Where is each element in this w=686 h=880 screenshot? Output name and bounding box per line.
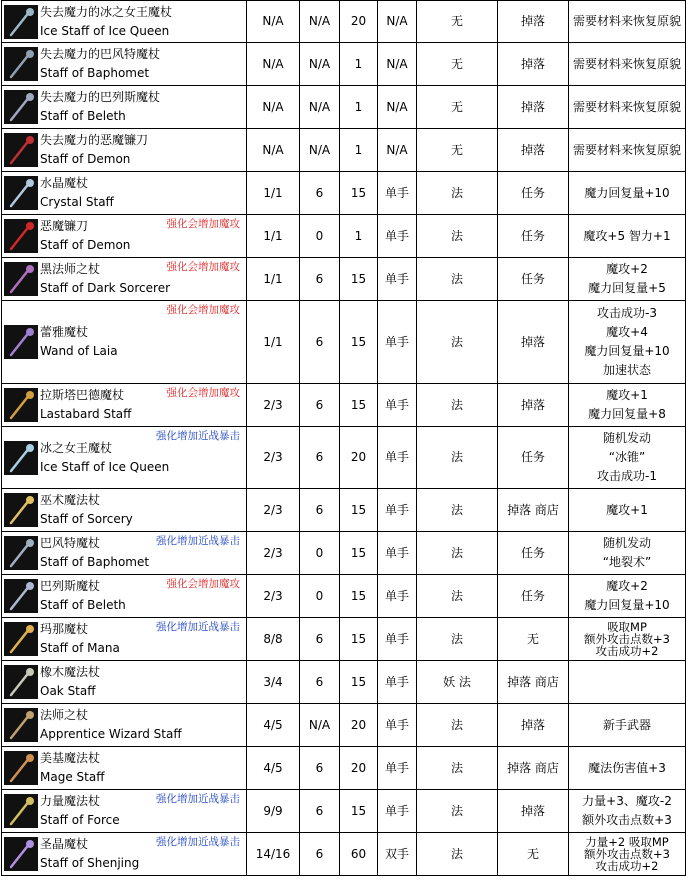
weapon-name-cell — [2, 575, 247, 618]
weapon-name-cn: 巴列斯魔杖 — [40, 579, 101, 593]
weapon-name-cn: 黑法师之杖 — [40, 262, 101, 276]
weapon-name-cn: 法师之杖 — [40, 708, 89, 722]
effect-line: 魔法伤害值+3 — [588, 760, 666, 775]
weapon-name-cell — [2, 172, 247, 215]
baphomet-staff-icon — [4, 47, 38, 81]
table-row — [2, 747, 686, 790]
hands-cell: 单手 — [378, 489, 417, 532]
stat-col-3: 20 — [340, 427, 378, 489]
hands-cell: 单手 — [378, 384, 417, 427]
weapon-name-cn: 巫术魔法杖 — [40, 493, 101, 507]
effect-line: 需要材料来恢复原貌 — [572, 99, 681, 114]
effect-line: 魔力回复量+8 — [588, 407, 666, 421]
effect-cell — [569, 704, 686, 747]
table-row — [2, 532, 686, 575]
hands-cell: 双手 — [378, 833, 417, 876]
hands-cell: N/A — [378, 1, 417, 43]
stat-col-3: 15 — [340, 489, 378, 532]
beleth-staff-icon — [4, 579, 38, 613]
weapon-name-cell — [2, 618, 247, 661]
stat-col-3: 20 — [340, 1, 378, 43]
weapon-name-cn: 失去魔力的巴风特魔杖 — [40, 47, 161, 61]
effect-cell — [569, 215, 686, 258]
weapon-name-en: Staff of Force — [40, 813, 120, 827]
weapon-name-cell — [2, 747, 247, 790]
weapon-name-cn: 巴风特魔杖 — [40, 536, 101, 550]
stat-col-2: 6 — [300, 258, 340, 301]
stat-col-2: 6 — [300, 790, 340, 833]
effect-line: 额外攻击点数+3 — [584, 847, 670, 861]
effect-line: “冰锥” — [608, 450, 646, 464]
stat-col-1: 2/3 — [247, 532, 300, 575]
weapon-name-cell — [2, 790, 247, 833]
stat-col-1: 1/1 — [247, 215, 300, 258]
hands-cell: 单手 — [378, 704, 417, 747]
table-row — [2, 215, 686, 258]
effect-cell — [569, 43, 686, 86]
weapon-table — [1, 0, 686, 876]
weapon-name-cn: 蕾雅魔杖 — [40, 325, 89, 339]
source-cell: 任务 — [498, 172, 569, 215]
stat-col-1: N/A — [247, 1, 300, 43]
class-cell: 法 — [417, 618, 498, 661]
stat-col-2: N/A — [300, 129, 340, 172]
demon-scythe-icon — [4, 219, 38, 253]
stat-col-2: 6 — [300, 489, 340, 532]
stat-col-1: 8/8 — [247, 618, 300, 661]
effect-line: 攻击成功-1 — [597, 469, 657, 483]
source-cell: 掉落 — [498, 384, 569, 427]
stat-col-1: 2/3 — [247, 384, 300, 427]
effect-line: 魔攻+5 智力+1 — [583, 228, 671, 243]
source-cell: 掉落 商店 — [498, 747, 569, 790]
effect-line: 力量+3、魔攻-2 — [582, 794, 672, 808]
class-cell: 法 — [417, 747, 498, 790]
table-row — [2, 790, 686, 833]
weapon-name-cell — [2, 43, 247, 86]
weapon-name-cn: 失去魔力的冰之女王魔杖 — [40, 4, 173, 19]
stat-col-3: 15 — [340, 384, 378, 427]
stat-col-2: 6 — [300, 427, 340, 489]
effect-cell — [569, 489, 686, 532]
ice-staff-icon — [4, 441, 38, 475]
effect-line: 加速状态 — [602, 363, 651, 377]
effect-line: 魔力回复量+10 — [584, 185, 670, 200]
stat-col-1: 2/3 — [247, 489, 300, 532]
weapon-name-en: Ice Staff of Ice Queen — [40, 459, 170, 474]
weapon-name-en: Staff of Baphomet — [40, 555, 150, 569]
hands-cell: 单手 — [378, 747, 417, 790]
effect-cell — [569, 747, 686, 790]
weapon-name-cn: 橡木魔法杖 — [40, 665, 101, 679]
table-row — [2, 1, 686, 43]
weapon-name-cell — [2, 258, 247, 301]
table-row — [2, 43, 686, 86]
mage-staff-icon — [4, 751, 38, 785]
shenjing-staff-icon — [4, 837, 38, 871]
weapon-name-cell — [2, 1, 247, 43]
stat-col-3: 20 — [340, 704, 378, 747]
effect-line: 魔力回复量+10 — [584, 598, 670, 612]
table-row — [2, 833, 686, 876]
stat-col-3: 1 — [340, 215, 378, 258]
weapon-name-cn: 玛那魔杖 — [40, 622, 89, 636]
table-row — [2, 172, 686, 215]
effect-line: 魔攻+4 — [606, 325, 648, 339]
enhance-note: 强化会增加魔攻 — [166, 387, 240, 399]
stat-col-2: 6 — [300, 384, 340, 427]
weapon-name-cn: 美基魔法杖 — [40, 751, 101, 765]
effect-cell — [569, 384, 686, 427]
enhance-note: 强化增加近战暴击 — [156, 535, 240, 547]
hands-cell: N/A — [378, 129, 417, 172]
stat-col-3: 20 — [340, 747, 378, 790]
effect-line: 随机发动 — [602, 431, 651, 445]
weapon-name-en: Staff of Beleth — [40, 598, 126, 612]
table-row — [2, 427, 686, 489]
stat-col-3: 15 — [340, 790, 378, 833]
stat-col-3: 1 — [340, 129, 378, 172]
stat-col-2: N/A — [300, 86, 340, 129]
effect-cell — [569, 833, 686, 876]
class-cell: 法 — [417, 301, 498, 384]
weapon-name-en: Staff of Baphomet — [40, 66, 150, 80]
table-row — [2, 129, 686, 172]
source-cell: 掉落 商店 — [498, 489, 569, 532]
weapon-name-cn: 恶魔镰刀 — [40, 219, 89, 233]
source-cell: 无 — [498, 618, 569, 661]
effect-line: 魔攻+1 — [606, 388, 648, 402]
stat-col-1: 3/4 — [247, 661, 300, 704]
effect-cell — [569, 86, 686, 129]
source-cell: 无 — [498, 833, 569, 876]
effect-cell — [569, 661, 686, 704]
weapon-name-cn: 水晶魔杖 — [40, 176, 89, 190]
stat-col-2: 6 — [300, 618, 340, 661]
hands-cell: N/A — [378, 86, 417, 129]
enhance-note: 强化增加近战暴击 — [156, 836, 240, 848]
stat-col-2: 0 — [300, 215, 340, 258]
effect-line: 魔攻+1 — [606, 502, 648, 517]
class-cell: 无 — [417, 43, 498, 86]
effect-line: 需要材料来恢复原貌 — [572, 56, 681, 71]
source-cell: 掉落 — [498, 1, 569, 43]
weapon-name-cell — [2, 215, 247, 258]
source-cell: 任务 — [498, 215, 569, 258]
effect-line: 攻击成功+2 — [595, 644, 659, 658]
stat-col-3: 60 — [340, 833, 378, 876]
force-staff-icon — [4, 794, 38, 828]
stat-col-2: N/A — [300, 43, 340, 86]
baphomet-staff-icon — [4, 536, 38, 570]
table-row — [2, 661, 686, 704]
hands-cell: 单手 — [378, 215, 417, 258]
enhance-note: 强化增加近战暴击 — [156, 621, 240, 633]
hands-cell: N/A — [378, 43, 417, 86]
stat-col-2: 6 — [300, 833, 340, 876]
class-cell: 法 — [417, 384, 498, 427]
weapon-name-en: Staff of Demon — [40, 152, 131, 166]
source-cell: 任务 — [498, 532, 569, 575]
beleth-staff-icon — [4, 90, 38, 124]
stat-col-3: 15 — [340, 172, 378, 215]
stat-col-2: 0 — [300, 575, 340, 618]
weapon-name-cell — [2, 129, 247, 172]
table-row — [2, 384, 686, 427]
oak-staff-icon — [4, 665, 38, 699]
stat-col-1: 4/5 — [247, 704, 300, 747]
class-cell: 法 — [417, 258, 498, 301]
stat-col-3: 15 — [340, 618, 378, 661]
wizard-staff-icon — [4, 708, 38, 742]
weapon-name-cell — [2, 489, 247, 532]
source-cell: 掉落 — [498, 43, 569, 86]
enhance-note: 强化会增加魔攻 — [166, 261, 240, 273]
table-row — [2, 489, 686, 532]
source-cell: 掉落 — [498, 129, 569, 172]
stat-col-1: N/A — [247, 86, 300, 129]
source-cell: 任务 — [498, 427, 569, 489]
stat-col-2: 0 — [300, 532, 340, 575]
effect-line: 魔攻+2 — [606, 262, 648, 276]
stat-col-2: N/A — [300, 1, 340, 43]
stat-col-2: 6 — [300, 661, 340, 704]
table-row — [2, 86, 686, 129]
stat-col-2: 6 — [300, 747, 340, 790]
effect-cell — [569, 1, 686, 43]
effect-cell — [569, 427, 686, 489]
weapon-name-cn: 力量魔法杖 — [40, 794, 101, 808]
class-cell: 无 — [417, 86, 498, 129]
weapon-name-cn: 拉斯塔巴德魔杖 — [40, 388, 125, 402]
weapon-name-en: Crystal Staff — [40, 195, 114, 209]
effect-line: 力量+2 吸取MP — [585, 835, 669, 849]
stat-col-1: 4/5 — [247, 747, 300, 790]
class-cell: 无 — [417, 129, 498, 172]
sorcery-staff-icon — [4, 493, 38, 527]
ice-staff-icon — [4, 5, 38, 39]
enhance-note: 强化增加近战暴击 — [156, 793, 240, 805]
stat-col-3: 15 — [340, 575, 378, 618]
weapon-name-cell — [2, 661, 247, 704]
stat-col-1: 14/16 — [247, 833, 300, 876]
class-cell: 法 — [417, 704, 498, 747]
stat-col-1: 1/1 — [247, 258, 300, 301]
stat-col-1: 2/3 — [247, 427, 300, 489]
weapon-name-cell — [2, 384, 247, 427]
class-cell: 法 — [417, 215, 498, 258]
stat-col-2: N/A — [300, 704, 340, 747]
class-cell: 法 — [417, 575, 498, 618]
enhance-note: 强化会增加魔攻 — [166, 304, 240, 316]
stat-col-3: 15 — [340, 532, 378, 575]
stat-col-1: 1/1 — [247, 301, 300, 384]
weapon-name-en: Staff of Mana — [40, 641, 120, 655]
weapon-name-en: Staff of Demon — [40, 238, 131, 252]
table-row — [2, 258, 686, 301]
weapon-name-cell — [2, 427, 247, 489]
class-cell: 法 — [417, 790, 498, 833]
hands-cell: 单手 — [378, 532, 417, 575]
stat-col-3: 15 — [340, 258, 378, 301]
class-cell: 无 — [417, 1, 498, 43]
lastabard-staff-icon — [4, 388, 38, 422]
effect-cell — [569, 172, 686, 215]
weapon-name-cell — [2, 704, 247, 747]
source-cell: 掉落 — [498, 86, 569, 129]
source-cell: 掉落 — [498, 704, 569, 747]
hands-cell: 单手 — [378, 575, 417, 618]
weapon-name-en: Staff of Beleth — [40, 109, 126, 123]
class-cell: 法 — [417, 172, 498, 215]
effect-cell — [569, 618, 686, 661]
effect-cell — [569, 575, 686, 618]
effect-line: 魔力回复量+10 — [584, 344, 670, 358]
enhance-note: 强化会增加魔攻 — [166, 578, 240, 590]
effect-line: 额外攻击点数+3 — [584, 632, 670, 646]
table-row — [2, 301, 686, 384]
source-cell: 掉落 — [498, 790, 569, 833]
effect-line: 额外攻击点数+3 — [582, 813, 672, 827]
effect-line: 新手武器 — [602, 717, 651, 732]
hands-cell: 单手 — [378, 790, 417, 833]
stat-col-2: 6 — [300, 301, 340, 384]
effect-cell — [569, 532, 686, 575]
stat-col-1: 1/1 — [247, 172, 300, 215]
effect-line: 需要材料来恢复原貌 — [572, 142, 681, 157]
weapon-name-cell — [2, 301, 247, 384]
class-cell: 法 — [417, 427, 498, 489]
stat-col-3: 15 — [340, 661, 378, 704]
weapon-name-cell — [2, 86, 247, 129]
weapon-name-en: Apprentice Wizard Staff — [40, 727, 182, 741]
stat-col-1: N/A — [247, 129, 300, 172]
weapon-name-en: Mage Staff — [40, 770, 105, 784]
effect-line: “地裂术” — [602, 555, 652, 569]
weapon-name-en: Staff of Dark Sorcerer — [40, 281, 171, 295]
stat-col-3: 15 — [340, 301, 378, 384]
weapon-name-en: Staff of Sorcery — [40, 512, 133, 526]
weapon-name-cell — [2, 833, 247, 876]
class-cell: 妖 法 — [417, 661, 498, 704]
effect-line: 吸取MP — [607, 620, 647, 634]
mana-staff-icon — [4, 622, 38, 656]
weapon-name-cn: 圣晶魔杖 — [40, 837, 89, 851]
source-cell: 掉落 — [498, 301, 569, 384]
stat-col-3: 1 — [340, 43, 378, 86]
effect-line: 魔力回复量+5 — [588, 281, 666, 295]
hands-cell: 单手 — [378, 618, 417, 661]
weapon-name-cn: 冰之女王魔杖 — [40, 440, 113, 455]
effect-line: 需要材料来恢复原貌 — [572, 14, 681, 28]
class-cell: 法 — [417, 489, 498, 532]
effect-cell — [569, 790, 686, 833]
effect-line: 攻击成功-3 — [597, 306, 657, 320]
source-cell: 掉落 商店 — [498, 661, 569, 704]
effect-line: 随机发动 — [602, 536, 651, 550]
hands-cell: 单手 — [378, 258, 417, 301]
demon-scythe-icon — [4, 133, 38, 167]
table-row — [2, 704, 686, 747]
weapon-name-cell — [2, 532, 247, 575]
class-cell: 法 — [417, 833, 498, 876]
crystal-staff-icon — [4, 176, 38, 210]
weapon-name-cn: 失去魔力的恶魔镰刀 — [40, 133, 149, 147]
source-cell: 任务 — [498, 258, 569, 301]
weapon-name-cn: 失去魔力的巴列斯魔杖 — [40, 90, 161, 104]
weapon-name-en: Lastabard Staff — [40, 407, 132, 421]
table-row — [2, 618, 686, 661]
hands-cell: 单手 — [378, 427, 417, 489]
effect-line: 攻击成功+2 — [595, 859, 659, 873]
table-row — [2, 575, 686, 618]
enhance-note: 强化增加近战暴击 — [156, 430, 240, 442]
weapon-name-en: Ice Staff of Ice Queen — [40, 23, 170, 38]
hands-cell: 单手 — [378, 172, 417, 215]
dark-sorcerer-staff-icon — [4, 262, 38, 296]
class-cell: 法 — [417, 532, 498, 575]
effect-line: 魔攻+2 — [606, 579, 648, 593]
enhance-note: 强化会增加魔攻 — [166, 218, 240, 230]
weapon-name-en: Staff of Shenjing — [40, 856, 140, 870]
laia-wand-icon — [4, 325, 38, 359]
hands-cell: 单手 — [378, 301, 417, 384]
effect-cell — [569, 258, 686, 301]
stat-col-1: N/A — [247, 43, 300, 86]
stat-col-1: 9/9 — [247, 790, 300, 833]
weapon-name-en: Wand of Laia — [40, 344, 118, 358]
weapon-name-en: Oak Staff — [40, 684, 96, 698]
effect-cell — [569, 129, 686, 172]
effect-cell — [569, 301, 686, 384]
source-cell: 任务 — [498, 575, 569, 618]
stat-col-1: 2/3 — [247, 575, 300, 618]
stat-col-2: 6 — [300, 172, 340, 215]
hands-cell: 单手 — [378, 661, 417, 704]
stat-col-3: 1 — [340, 86, 378, 129]
